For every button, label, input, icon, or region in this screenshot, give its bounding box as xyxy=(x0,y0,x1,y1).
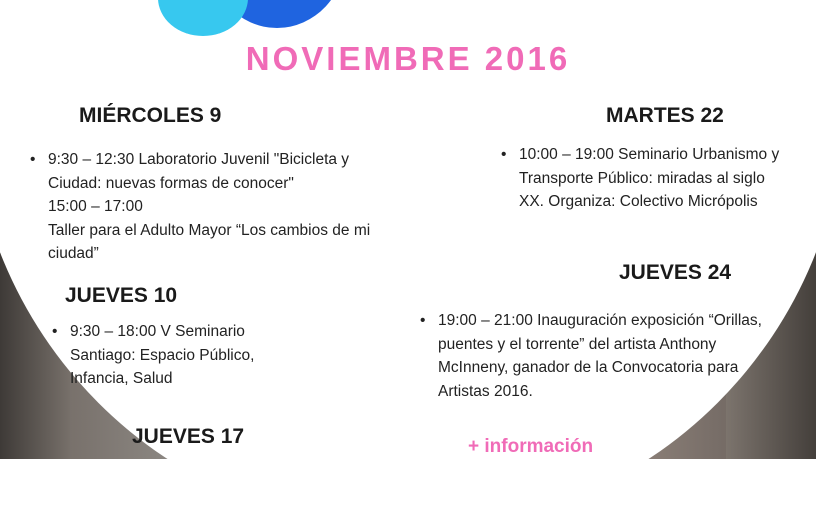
event-line: Transporte Público: miradas al siglo xyxy=(519,169,765,187)
day-heading-jueves-10: JUEVES 10 xyxy=(65,284,178,307)
event-line: 15:00 – 17:00 xyxy=(48,198,143,215)
day-heading-martes-22: MARTES 22 xyxy=(606,104,724,127)
event-line: XX. Organiza: Colectivo Micrópolis xyxy=(519,193,758,210)
event-line: McInneny, ganador de la Convocatoria para xyxy=(438,359,739,376)
more-info-link[interactable]: + información xyxy=(468,436,594,457)
event-item xyxy=(48,320,288,391)
day-heading-miercoles-9: MIÉRCOLES 9 xyxy=(79,104,222,127)
event-item xyxy=(497,143,807,214)
event-line: Taller para el Adulto Mayor “Los cambios de mi xyxy=(48,221,371,239)
event-line: puentes y el torrente” del artista Anthony xyxy=(438,335,717,353)
event-line: Infancia, Salud xyxy=(70,370,173,387)
day-heading-jueves-17: JUEVES 17 xyxy=(132,425,245,448)
event-list-jueves-10 xyxy=(48,320,288,391)
event-line: 9:30 – 18:00 V Seminario xyxy=(70,323,245,340)
event-line: 9:30 – 12:30 Laboratorio Juvenil "Bicicleta y xyxy=(48,151,350,168)
event-item xyxy=(26,148,406,266)
month-title: NOVIEMBRE 2016 xyxy=(245,40,571,77)
event-list-jueves-24 xyxy=(416,309,811,403)
event-line: Artistas 2016. xyxy=(438,382,533,400)
event-list-miercoles-9 xyxy=(26,148,406,266)
day-heading-jueves-24: JUEVES 24 xyxy=(619,261,732,284)
event-item xyxy=(416,309,811,403)
event-line: ciudad” xyxy=(48,245,99,262)
event-line: Santiago: Espacio Público, xyxy=(70,346,255,364)
event-list-martes-22 xyxy=(497,143,807,214)
event-line: 10:00 – 19:00 Seminario Urbanismo y xyxy=(519,146,780,163)
event-line: 19:00 – 21:00 Inauguración exposición “Orillas, xyxy=(438,312,762,329)
event-line: Ciudad: nuevas formas de conocer" xyxy=(48,174,294,192)
